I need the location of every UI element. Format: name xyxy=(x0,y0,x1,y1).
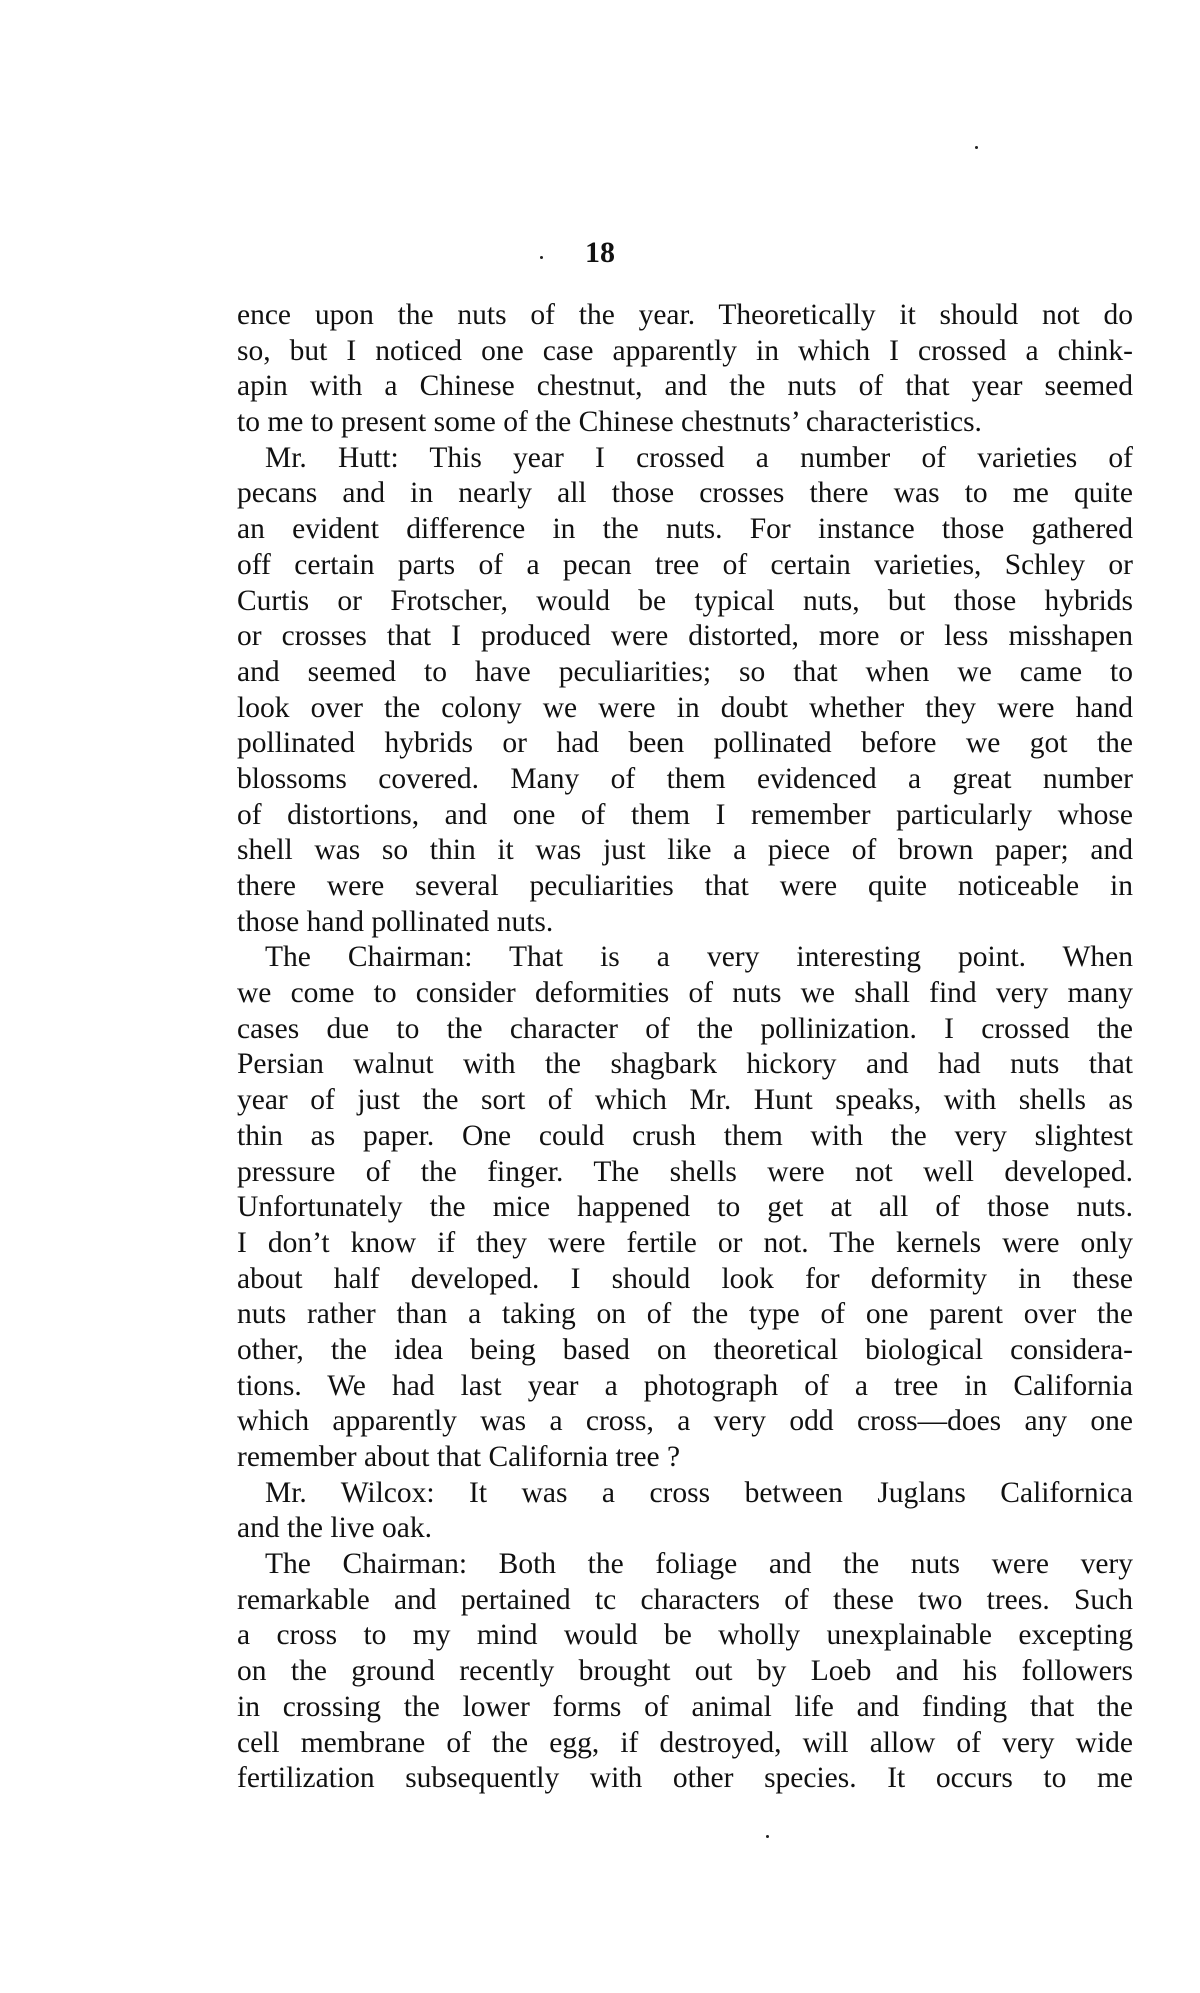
text-line: on the ground recently brought out by Loeb and his followers xyxy=(237,1655,1133,1688)
text-line: The Chairman: Both the foliage and the nuts were very xyxy=(265,1548,1133,1581)
text-line: Unfortunately the mice happened to get at all of those nuts. xyxy=(237,1191,1133,1224)
text-line: apin with a Chinese chestnut, and the nuts of that year seemed xyxy=(237,370,1133,403)
text-line: year of just the sort of which Mr. Hunt speaks, with shells as xyxy=(237,1084,1133,1117)
text-line: tions. We had last year a photograph of a tree in California xyxy=(237,1369,1133,1402)
paragraph xyxy=(237,298,1133,441)
text-line: remarkable and pertained tc characters of these two trees. Such xyxy=(237,1583,1133,1616)
text-line: The Chairman: That is a very interesting point. When xyxy=(265,941,1133,974)
text-line: Mr. Hutt: This year I crossed a number of varieties of xyxy=(265,441,1133,474)
text-line: which apparently was a cross, a very odd cross—does any one xyxy=(237,1405,1133,1438)
text-line: an evident difference in the nuts. For instance those gathered xyxy=(237,513,1133,546)
text-line: pressure of the finger. The shells were not well developed. xyxy=(237,1155,1133,1188)
text-line: Mr. Wilcox: It was a cross between Juglans Californica xyxy=(265,1476,1133,1509)
text-line: of distortions, and one of them I remember particularly whose xyxy=(237,798,1133,831)
page-number: 18 xyxy=(585,236,615,269)
text-line: ence upon the nuts of the year. Theoretically it should not do xyxy=(237,299,1133,331)
scan-speck xyxy=(975,146,978,149)
text-line: other, the idea being based on theoretical biological considera- xyxy=(237,1333,1133,1366)
text-line: cases due to the character of the pollinization. I crossed the xyxy=(237,1012,1133,1045)
paragraph xyxy=(237,441,1133,941)
text-line: thin as paper. One could crush them with the very slightest xyxy=(237,1119,1133,1152)
text-line: off certain parts of a pecan tree of certain varieties, Schley or xyxy=(237,548,1133,581)
paragraph xyxy=(237,940,1133,1475)
text-line: in crossing the lower forms of animal life and finding that the xyxy=(237,1690,1133,1723)
paragraph xyxy=(237,1547,1133,1797)
text-line: I don’t know if they were fertile or not. The kernels were only xyxy=(237,1226,1133,1259)
text-line: we come to consider deformities of nuts we shall find very many xyxy=(237,977,1133,1010)
text-line: fertilization subsequently with other species. It occurs to me xyxy=(237,1762,1133,1795)
text-line: nuts rather than a taking on of the type of one parent over the xyxy=(237,1298,1133,1331)
text-line: blossoms covered. Many of them evidenced a great number xyxy=(237,762,1133,795)
text-line: or crosses that I produced were distorted, more or less misshapen xyxy=(237,620,1133,653)
text-line: those hand pollinated nuts. xyxy=(237,905,554,938)
text-line: and the live oak. xyxy=(237,1512,432,1545)
scan-speck xyxy=(540,256,543,259)
text-line: to me to present some of the Chinese chestnuts’ characteristics. xyxy=(237,406,982,439)
text-line: about half developed. I should look for deformity in these xyxy=(237,1262,1133,1295)
body-text xyxy=(237,298,1133,1797)
text-line: there were several peculiarities that were quite noticeable in xyxy=(237,870,1133,902)
text-line: cell membrane of the egg, if destroyed, will allow of very wide xyxy=(237,1726,1133,1759)
scan-speck xyxy=(766,1835,769,1838)
text-line: and seemed to have peculiarities; so that when we came to xyxy=(237,655,1133,688)
paragraph xyxy=(237,1476,1133,1547)
text-line: pecans and in nearly all those crosses there was to me quite xyxy=(237,477,1133,510)
text-line: shell was so thin it was just like a piece of brown paper; and xyxy=(237,834,1133,867)
text-line: remember about that California tree ? xyxy=(237,1441,681,1473)
text-line: Persian walnut with the shagbark hickory and had nuts that xyxy=(237,1048,1133,1081)
text-line: so, but I noticed one case apparently in which I crossed a chink- xyxy=(237,334,1133,367)
text-line: look over the colony we were in doubt whether they were hand xyxy=(237,691,1133,724)
text-line: pollinated hybrids or had been pollinated before we got the xyxy=(237,727,1133,760)
text-line: a cross to my mind would be wholly unexplainable excepting xyxy=(237,1619,1133,1652)
text-line: Curtis or Frotscher, would be typical nuts, but those hybrids xyxy=(237,584,1133,617)
